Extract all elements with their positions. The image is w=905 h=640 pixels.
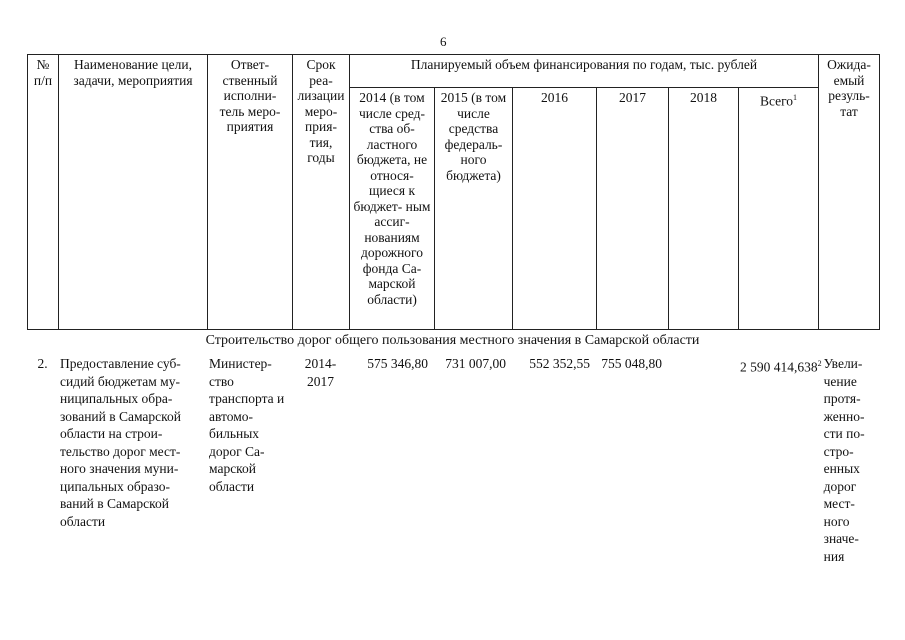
row-responsible: Министер- ство транспорта и автомо- бильных дорог Са- марской области [209,356,285,494]
row-value-2015: 731 007,00 [445,356,506,371]
col-header-2017: 2017 [597,88,669,330]
row-result: Увели- чение протя- женно- сти по- стро- енных дорог мест- ного значе- ния [823,356,865,564]
footnote-mark: 1 [793,93,798,103]
col-header-2014: 2014 (в том числе сред- ства об- ластного бюджета, не относя- щиеся к бюджет- ным ассиг- нованиям дорожного фонда Са- марской области) [350,88,435,330]
row-number: 2. [37,356,48,371]
row-name: Предоставление суб- сидий бюджетам му- ниципальных обра- зований в Самарской области на строи- тельство дорог мест- ного значения муни- ципальных образо- ваний в Самарской области [60,356,182,529]
row-value-2018 [668,353,738,565]
col-header-term: Срок реа- лизации меро- прия- тия, годы [293,55,350,330]
col-header-2018: 2018 [669,88,739,330]
col-header-2015: 2015 (в том числе средства федераль- ного бюджета) [435,88,513,330]
section-title: Строительство дорог общего пользования местного значения в Самарской области [205,333,700,348]
col-header-responsible: Ответ- ственный исполни- тель меро- приятия [208,55,293,330]
row-value-2016: 552 352,55 [529,356,590,371]
data-row [27,353,883,565]
footnote-mark: 2 [817,359,822,368]
page-number: 6 [440,34,447,49]
row-term: 2014- 2017 [304,356,337,389]
col-header-num: № п/п [28,55,59,330]
col-header-2016: 2016 [513,88,597,330]
row-value-2014: 575 346,80 [367,356,428,371]
col-header-planned-funding: Планируемый объем финансирования по годам, тыс. рублей [350,55,819,88]
row-value-total: 2 590 414,638$^2$ [740,359,822,375]
col-header-name: Наименование цели, задачи, мероприятия [59,55,208,330]
col-header-total: Всего$^1$ [739,88,819,330]
row-value-2017: 755 048,80 [601,356,662,371]
col-header-result: Ожида- емый резуль- тат [819,55,880,330]
header-table [27,54,880,330]
